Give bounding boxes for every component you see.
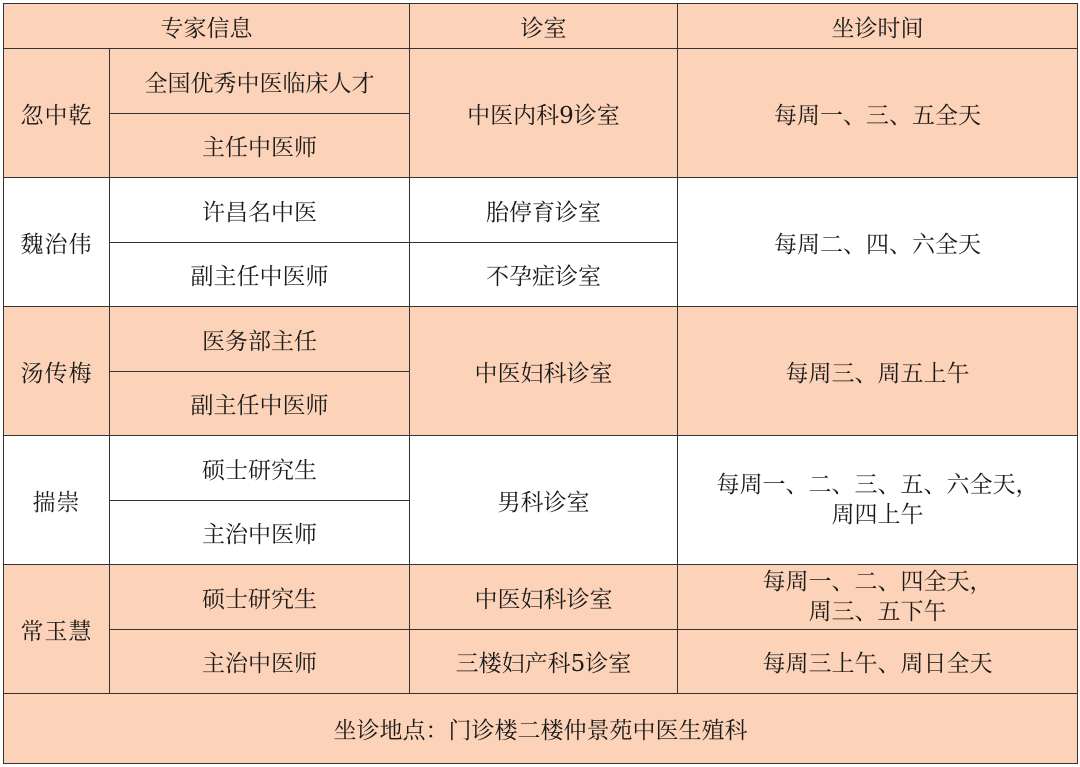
clinic-time-line: 周三、五下午 [808,599,947,626]
clinic-room: 三楼妇产科5诊室 [410,629,678,694]
clinic-time: 每周三、周五上午 [678,307,1078,436]
table-row [4,629,1078,694]
doctor-title: 主治中医师 [110,629,410,694]
clinic-room: 中医妇科诊室 [410,565,678,630]
doctor-info: 许昌名中医 [110,178,410,243]
clinic-time-line: 每周一、二、四全天， [762,569,993,596]
header-room: 诊室 [410,4,678,49]
doctor-info: 全国优秀中医临床人才 [110,49,410,114]
doctor-title: 副主任中医师 [110,371,410,436]
table-row [4,178,1078,243]
doctor-name: 揣崇 [4,436,110,565]
clinic-time: 每周二、四、六全天 [678,178,1078,307]
clinic-room: 中医妇科诊室 [410,307,678,436]
table-row [4,49,1078,114]
doctor-title: 主治中医师 [110,500,410,565]
table-row [4,307,1078,372]
table-row [4,565,1078,630]
doctor-name: 忽中乾 [4,49,110,178]
clinic-time [678,565,1078,630]
clinic-room: 中医内科9诊室 [410,49,678,178]
clinic-time [678,436,1078,565]
table-row [4,436,1078,501]
doctor-info: 医务部主任 [110,307,410,372]
clinic-room: 不孕症诊室 [410,242,678,307]
expert-schedule-table [3,3,1078,764]
doctor-info: 硕士研究生 [110,436,410,501]
clinic-time: 每周三上午、周日全天 [678,629,1078,694]
clinic-time-line: 周四上午 [831,502,924,529]
clinic-location: 坐诊地点：门诊楼二楼仲景苑中医生殖科 [4,694,1078,764]
header-row [4,4,1078,49]
doctor-name: 汤传梅 [4,307,110,436]
footer-row [4,694,1078,764]
doctor-info: 硕士研究生 [110,565,410,630]
doctor-name: 常玉慧 [4,565,110,694]
doctor-name: 魏治伟 [4,178,110,307]
clinic-time-line: 每周一、二、三、五、六全天， [716,472,1039,499]
header-expert-info: 专家信息 [4,4,410,49]
doctor-title: 主任中医师 [110,113,410,178]
doctor-title: 副主任中医师 [110,242,410,307]
header-time: 坐诊时间 [678,4,1078,49]
clinic-room: 胎停育诊室 [410,178,678,243]
clinic-room: 男科诊室 [410,436,678,565]
clinic-time: 每周一、三、五全天 [678,49,1078,178]
